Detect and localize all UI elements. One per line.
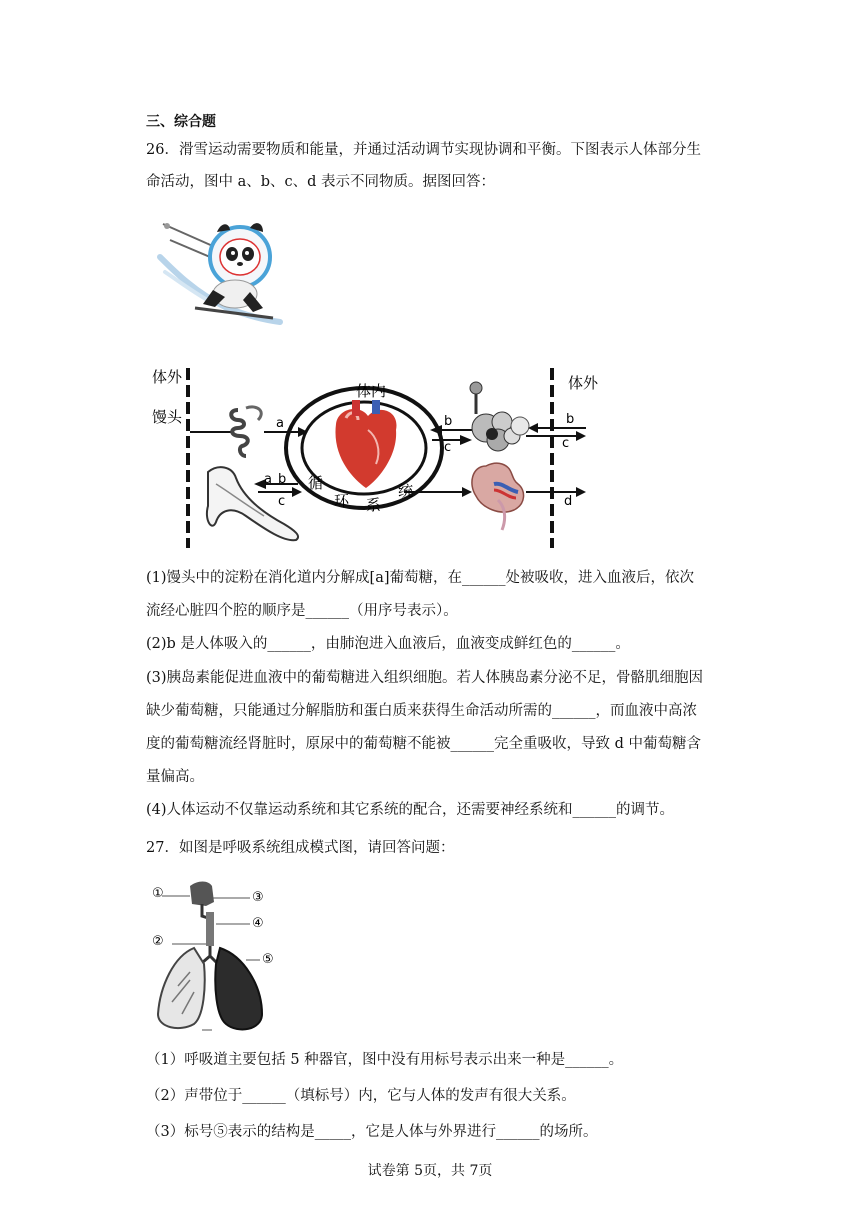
q27-part3: （3）标号⑤表示的结构是_____，它是人体与外界进行______的场所。 bbox=[146, 1124, 598, 1140]
label-b-lung: b bbox=[444, 414, 453, 429]
circulation-char-3: 系 bbox=[366, 496, 382, 514]
outside-right-label: 体外 bbox=[568, 374, 599, 392]
lung-alveoli-image bbox=[470, 382, 529, 451]
section-title: 三、综合题 bbox=[146, 114, 216, 130]
resp-label-2: ② bbox=[152, 934, 164, 949]
label-c-lung: c bbox=[444, 440, 452, 455]
q26-stem-line2: 命活动，图中 a、b、c、d 表示不同物质。据图回答： bbox=[146, 174, 496, 190]
q26-part3-line1: (3)胰岛素能促进血液中的葡萄糖进入组织细胞。若人体胰岛素分泌不足，骨骼肌细胞因 bbox=[146, 670, 704, 686]
resp-label-5: ⑤ bbox=[262, 952, 274, 967]
q27-part1: （1）呼吸道主要包括 5 种器官，图中没有用标号表示出来一种是______。 bbox=[146, 1052, 624, 1068]
q26-part4: (4)人体运动不仅靠运动系统和其它系统的配合，还需要神经系统和______的调节。 bbox=[146, 802, 675, 818]
resp-label-4: ④ bbox=[252, 916, 264, 931]
label-b-muscle: b bbox=[278, 472, 287, 487]
kidney-image bbox=[472, 463, 524, 530]
q26-part1-line2: 流经心脏四个腔的顺序是______（用序号表示）。 bbox=[146, 603, 458, 619]
q27-part2: （2）声带位于______（填标号）内，它与人体的发声有很大关系。 bbox=[146, 1088, 576, 1104]
q26-stem-line1: 26．滑雪运动需要物质和能量，并通过活动调节实现协调和平衡。下图表示人体部分生 bbox=[146, 142, 701, 158]
q26-part3-line4: 量偏高。 bbox=[146, 769, 204, 785]
heart-image bbox=[335, 400, 396, 488]
circulation-char-4: 统 bbox=[398, 482, 414, 500]
circulation-char-1: 循 bbox=[308, 474, 324, 492]
resp-label-3: ③ bbox=[252, 890, 264, 905]
label-d: d bbox=[564, 494, 573, 509]
outside-left-label: 体外 bbox=[152, 368, 183, 386]
label-b-out: b bbox=[566, 412, 575, 427]
intestine-image bbox=[231, 407, 261, 456]
label-a-muscle: a bbox=[264, 472, 272, 487]
page-footer: 试卷第 5页，共 7页 bbox=[367, 1163, 493, 1179]
skiing-mascot-image bbox=[155, 212, 285, 327]
label-c-muscle: c bbox=[278, 494, 286, 509]
inside-label: 体内 bbox=[356, 382, 387, 400]
q26-part3-line3: 度的葡萄糖流经肾脏时，原尿中的葡萄糖不能被______完全重吸收，导致 d 中葡萄糖含 bbox=[146, 736, 701, 752]
circulation-char-2: 环 bbox=[334, 492, 350, 510]
label-a: a bbox=[276, 416, 284, 431]
q26-part2: (2)b 是人体吸入的______，由肺泡进入血液后，血液变成鲜红色的______。 bbox=[146, 636, 630, 652]
label-c-out: c bbox=[562, 436, 570, 451]
q26-part1-line1: (1)馒头中的淀粉在消化道内分解成[a]葡萄糖，在______处被吸收，进入血液后，依次 bbox=[146, 570, 694, 586]
q27-stem: 27．如图是呼吸系统组成模式图，请回答问题： bbox=[146, 840, 455, 856]
q26-part3-line2: 缺少葡萄糖，只能通过分解脂肪和蛋白质来获得生命活动所需的______，而血液中高浓 bbox=[146, 703, 697, 719]
mantou-label: 馒头 bbox=[152, 408, 183, 426]
resp-label-1: ① bbox=[152, 886, 164, 901]
